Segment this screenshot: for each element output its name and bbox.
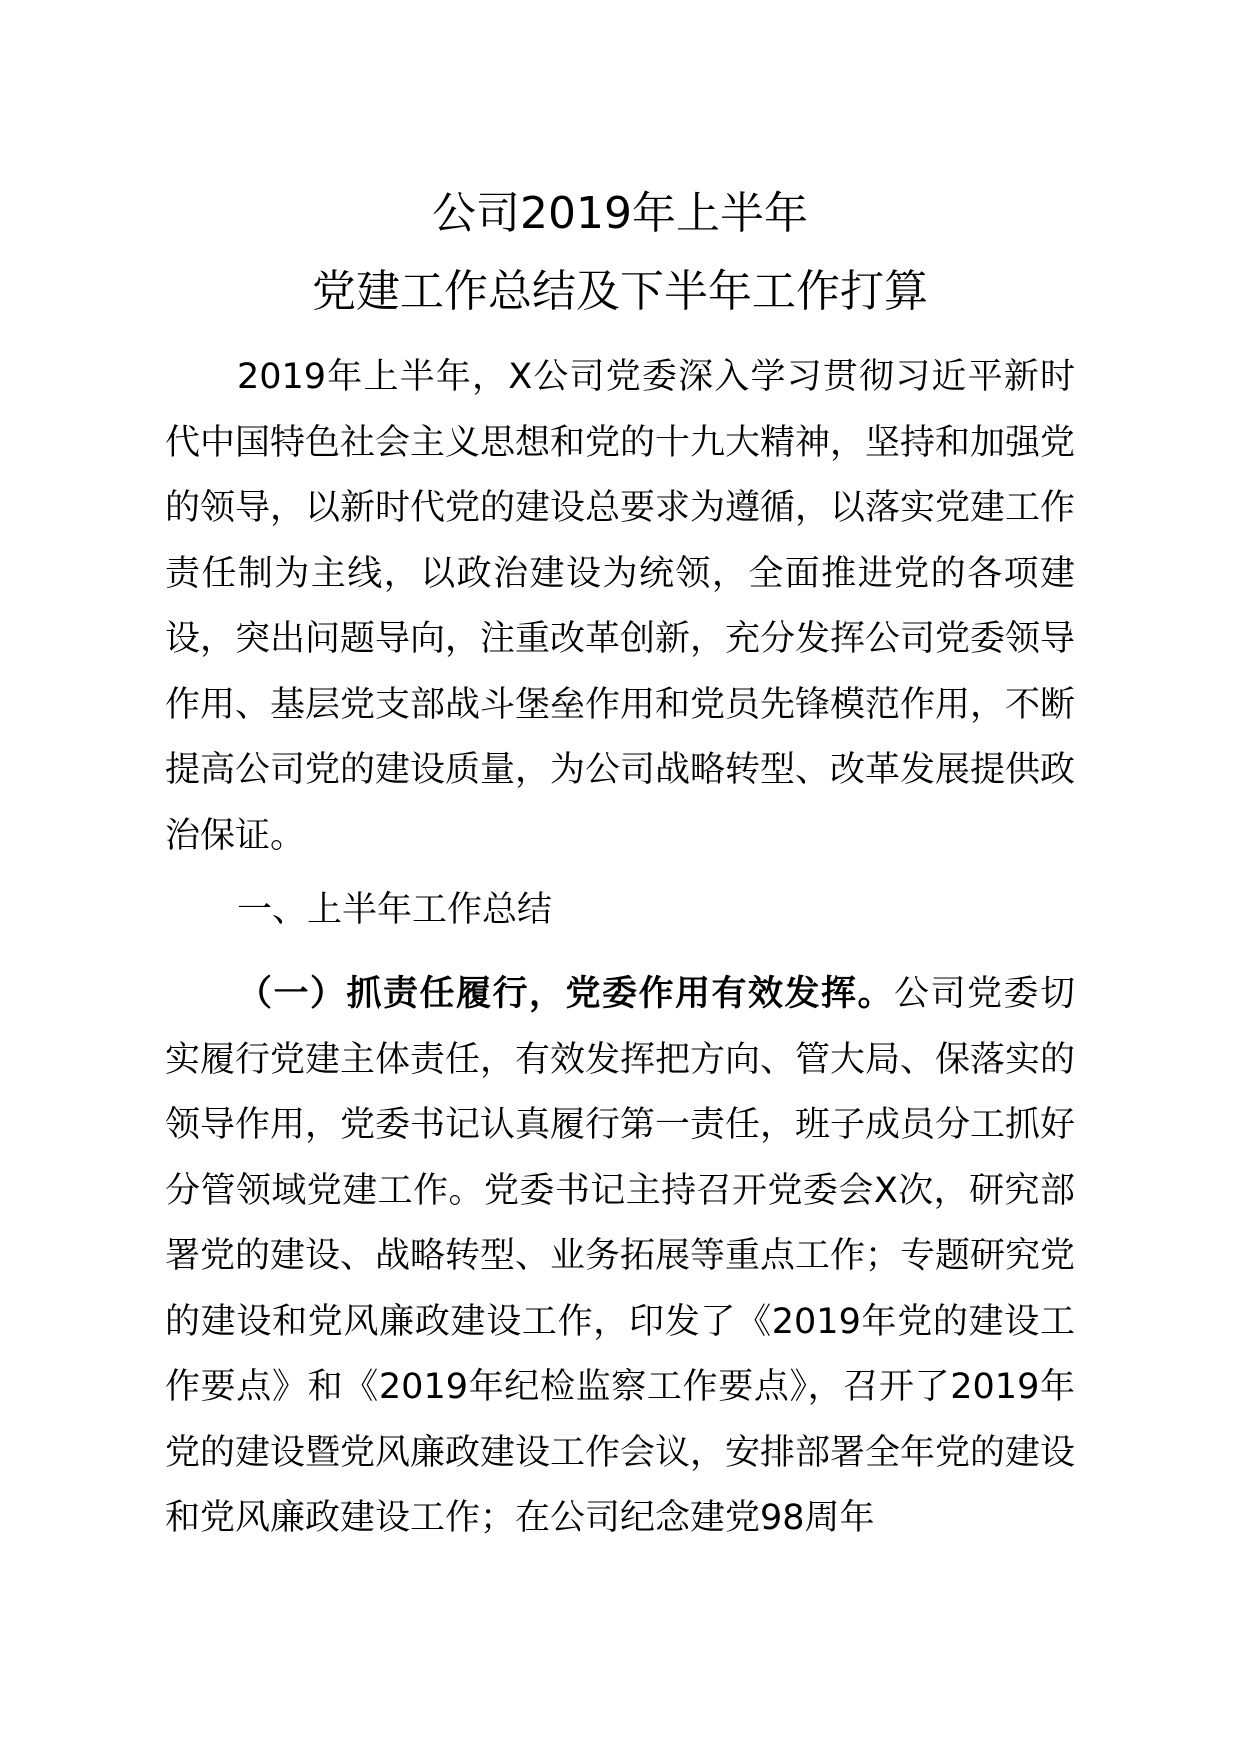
subsection-lead-heading: （一）抓责任履行，党委作用有效发挥。	[237, 974, 894, 1014]
section-heading-first-half-summary: 一、上半年工作总结	[237, 890, 553, 930]
document-title-line-1: 公司2019年上半年	[432, 188, 808, 239]
subsection-body-text: 公司党委切实履行党建主体责任，有效发挥把方向、管大局、保落实的领导作用，党委书记认真履行第一责任，班子成员分工抓好分管领域党建工作。党委书记主持召开党委会X次，研究部署党的建设、战略转型、业务拓展等重点工作；专题研究党的建设和党风廉政建设工作，印发了《2019年党的建设工作要点》和《2019年纪检监察工作要点》，召开了2019年党的建设暨党风廉政建设工作会议，安排部署全年党的建设和党风廉政建设工作；在公司纪念建党98周年	[165, 974, 1076, 1538]
subsection-paragraph-responsibility	[165, 962, 1075, 1552]
intro-paragraph: 2019年上半年，X公司党委深入学习贯彻习近平新时代中国特色社会主义思想和党的十九大精神，坚持和加强党的领导，以新时代党的建设总要求为遵循，以落实党建工作责任制为主线，以政治建设为统领，全面推进党的各项建设，突出问题导向，注重改革创新，充分发挥公司党委领导作用、基层党支部战斗堡垒作用和党员先锋模范作用，不断提高公司党的建设质量，为公司战略转型、改革发展提供政治保证。	[165, 357, 1076, 856]
document-title-line-2: 党建工作总结及下半年工作打算	[312, 266, 928, 317]
